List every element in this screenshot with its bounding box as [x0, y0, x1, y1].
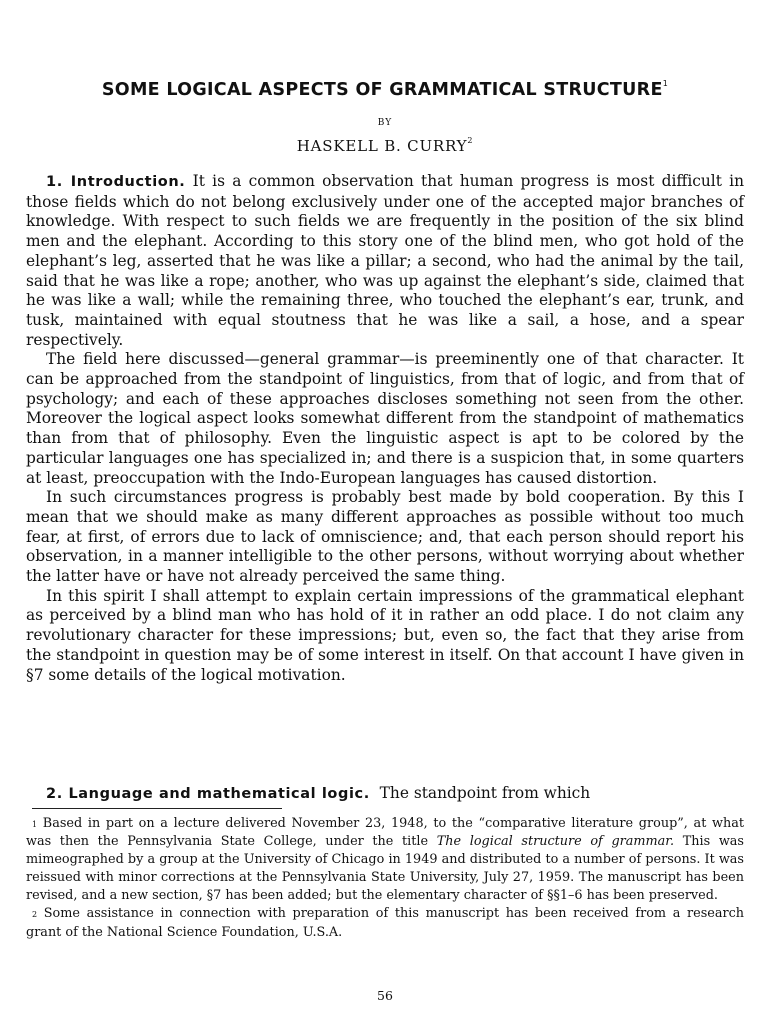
section-2-start: 2. Language and mathematical logic. The standpoint from which [46, 784, 591, 802]
section-1-body [26, 172, 744, 685]
footnote-2: $^2$ Some assistance in connection with preparation of this manuscript has been received from a research grant of the National Science Foundation, U.S.A. [26, 906, 744, 940]
author-footnote-mark: 2 [467, 136, 474, 145]
paragraph-2: The field here discussed—general grammar—is preeminently one of that character. It can be approached from the standpoint of linguistics, from that of logic, and from that of psychology; and each of these approaches discloses something not seen from the other. Moreover the logical aspect looks somewhat different from the standpoint of mathematics than from that of philosophy. Even the linguistic aspect is apt to be colored by the particular languages one has specialized in; and there is a suspicion that, in some quarters at least, preoccupation with the Indo-European languages has caused distortion. [26, 350, 744, 487]
paper-page [26, 0, 744, 1024]
title-footnote-mark: 1 [662, 79, 669, 88]
footnote-1: $^1$ Based in part on a lecture delivered November 23, 1948, to the “comparative literature group”, at what was then the Pennsylvania State College, under the title The logical structure of grammar. This was mimeographed by a group at the University of Chicago in 1949 and distributed to a number of persons. It was reissued with minor corrections at the Pennsylvania State University, July 27, 1959. The manuscript has been revised, and a new section, §7 has been added; but the elementary character of §§1–6 has been preserved. [26, 816, 744, 904]
paragraph-4: In this spirit I shall attempt to explain certain impressions of the grammatical elephant as perceived by a blind man who has hold of it in rather an odd place. I do not claim any revolutionary character for these impressions; but, even so, the fact that they arise from the standpoint in question may be of some interest in itself. On that account I have given in §7 some details of the logical motivation. [26, 586, 744, 684]
paragraph-3: In such circumstances progress is probably best made by bold cooperation. By this I mean that we should make as many different approaches as possible without too much fear, at first, of errors due to lack of omniscience; and, that each person should report his observation, in a manner intelligible to the other persons, without worrying about whether the latter have or have not already perceived the same thing. [26, 488, 744, 586]
footnote-2-mark: 2 [32, 910, 38, 920]
footnote-1-italic-title: The logical structure of grammar. [436, 834, 675, 850]
footnote-1-mark: 1 [32, 820, 38, 829]
footnotes [26, 815, 744, 942]
section-1-heading: 1. Introduction. [46, 174, 186, 190]
page-number: 56 [377, 988, 393, 1003]
footnote-divider [32, 808, 282, 809]
article-title: SOME LOGICAL ASPECTS OF GRAMMATICAL STRUCTURE$^1$ [101, 79, 669, 100]
author-name: HASKELL B. CURRY$^2$ [296, 136, 474, 155]
byline-label: BY [377, 118, 393, 128]
section-2-heading: 2. Language and mathematical logic. [46, 786, 370, 802]
paragraph-1: 1. Introduction. It is a common observation that human progress is most difficult in those fields which do not belong exclusively under one of the accepted major branches of knowledge. With respect to such fields we are frequently in the position of the six blind men and the elephant. According to this story one of the blind men, who got hold of the elephant’s leg, asserted that he was like a pillar; a second, who had the animal by the tail, said that he was like a rope; another, who was up against the elephant’s side, claimed that he was like a wall; while the remaining three, who touched the elephant’s ear, trunk, and tusk, maintained with equal stoutness that he was like a sail, a hose, and a spear respectively. [26, 172, 745, 349]
